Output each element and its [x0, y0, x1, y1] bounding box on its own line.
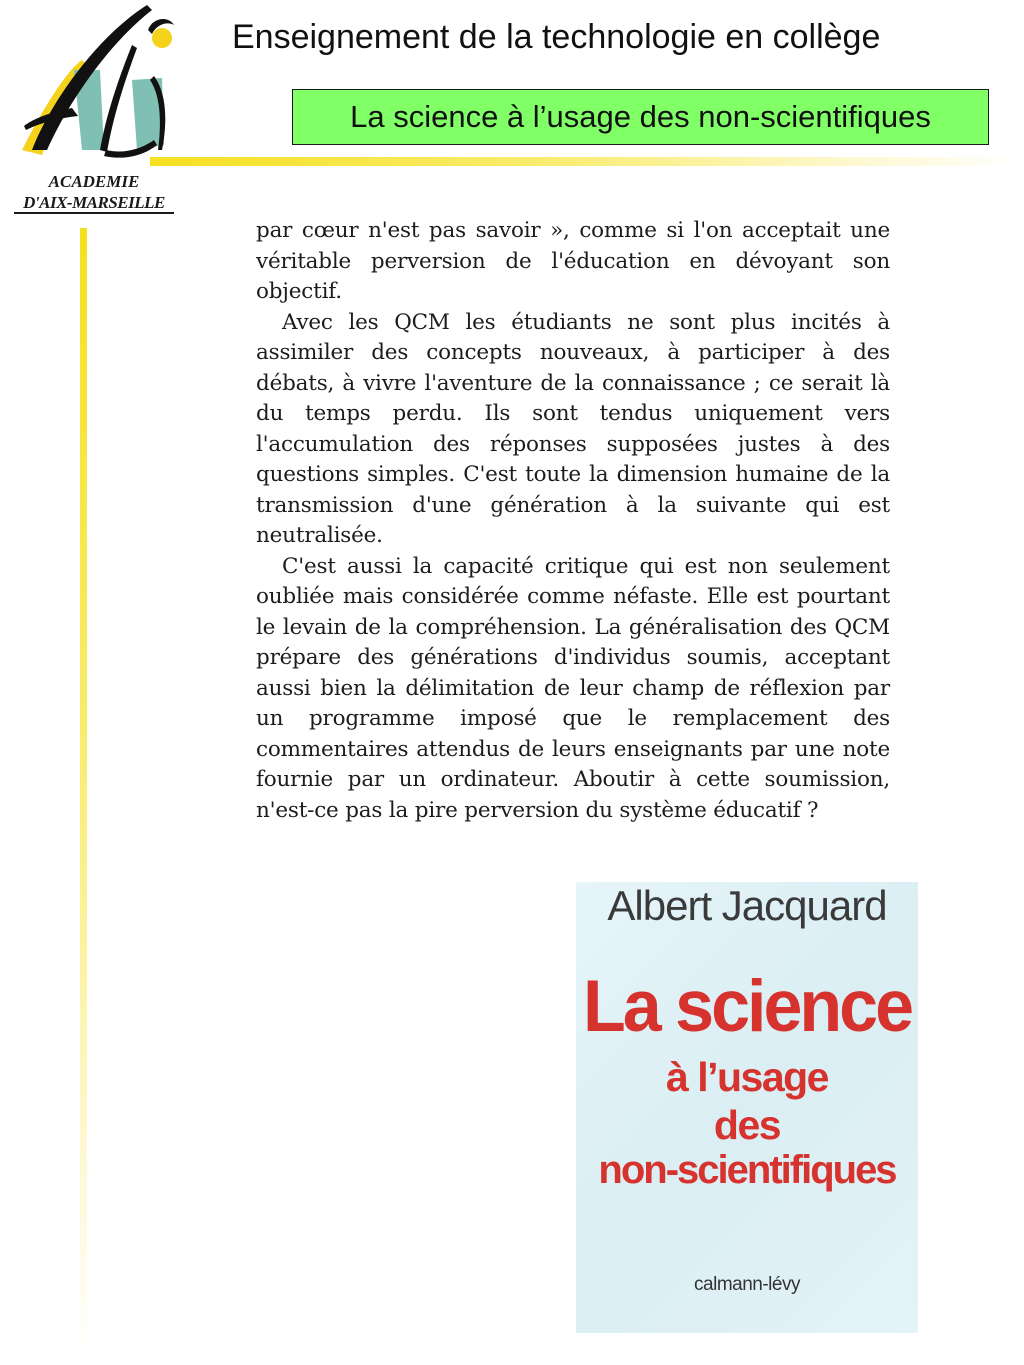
subtitle-box: [292, 89, 989, 145]
article-paragraph: C'est aussi la capacité critique qui est non seulement oubliée mais considérée comme néfaste. Elle est pourtant le levain de la compréhension. La généralisation des QCM prépare des générations d'individus soumis, acceptant aussi bien la délimitation de leur champ de réflexion par un programme imposé que le remplacement des commentaires attendus de leurs enseignants par une note fournie par un ordinateur. Aboutir à cette soumission, n'est-ce pas la pire perversion du système éducatif ?: [256, 553, 890, 823]
page-title: Enseignement de la technologie en collège: [232, 18, 881, 56]
academy-logo: [4, 0, 184, 225]
book-publisher: calmann-lévy: [694, 1274, 800, 1295]
book-title-line: à l’usage: [666, 1054, 828, 1100]
academy-logo-mark-icon: [12, 0, 177, 172]
article-paragraph: par cœur n'est pas savoir », comme si l'on acceptait une véritable perversion de l'éducation en dévoyant son objectif.: [256, 218, 890, 304]
subtitle-text: La science à l’usage des non-scientifiques: [350, 99, 931, 134]
article-paragraph: Avec les QCM les étudiants ne sont plus incités à assimiler des concepts nouveaux, à participer à des débats, à vivre l'aventure de la connaissance ; ce serait là du temps perdu. Ils sont tendus uniquement vers l'accumulation des réponses supposées justes à des questions simples. C'est toute la dimension humaine de la transmission d'une génération à la suivante qui est neutralisée.: [256, 309, 890, 548]
book-cover: [576, 882, 918, 1333]
book-title-line: La science: [583, 965, 911, 1047]
logo-text-academie: ACADEMIE: [48, 172, 140, 191]
book-author: Albert Jacquard: [607, 882, 887, 929]
horizontal-divider: [150, 157, 1024, 166]
book-title-line: non-scientifiques: [598, 1148, 896, 1192]
logo-text-aix-marseille: D'AIX-MARSEILLE: [23, 193, 165, 212]
article-excerpt: [256, 216, 890, 826]
logo-underline: [14, 212, 174, 214]
book-title-line: des: [713, 1102, 781, 1148]
vertical-divider: [80, 228, 87, 1365]
